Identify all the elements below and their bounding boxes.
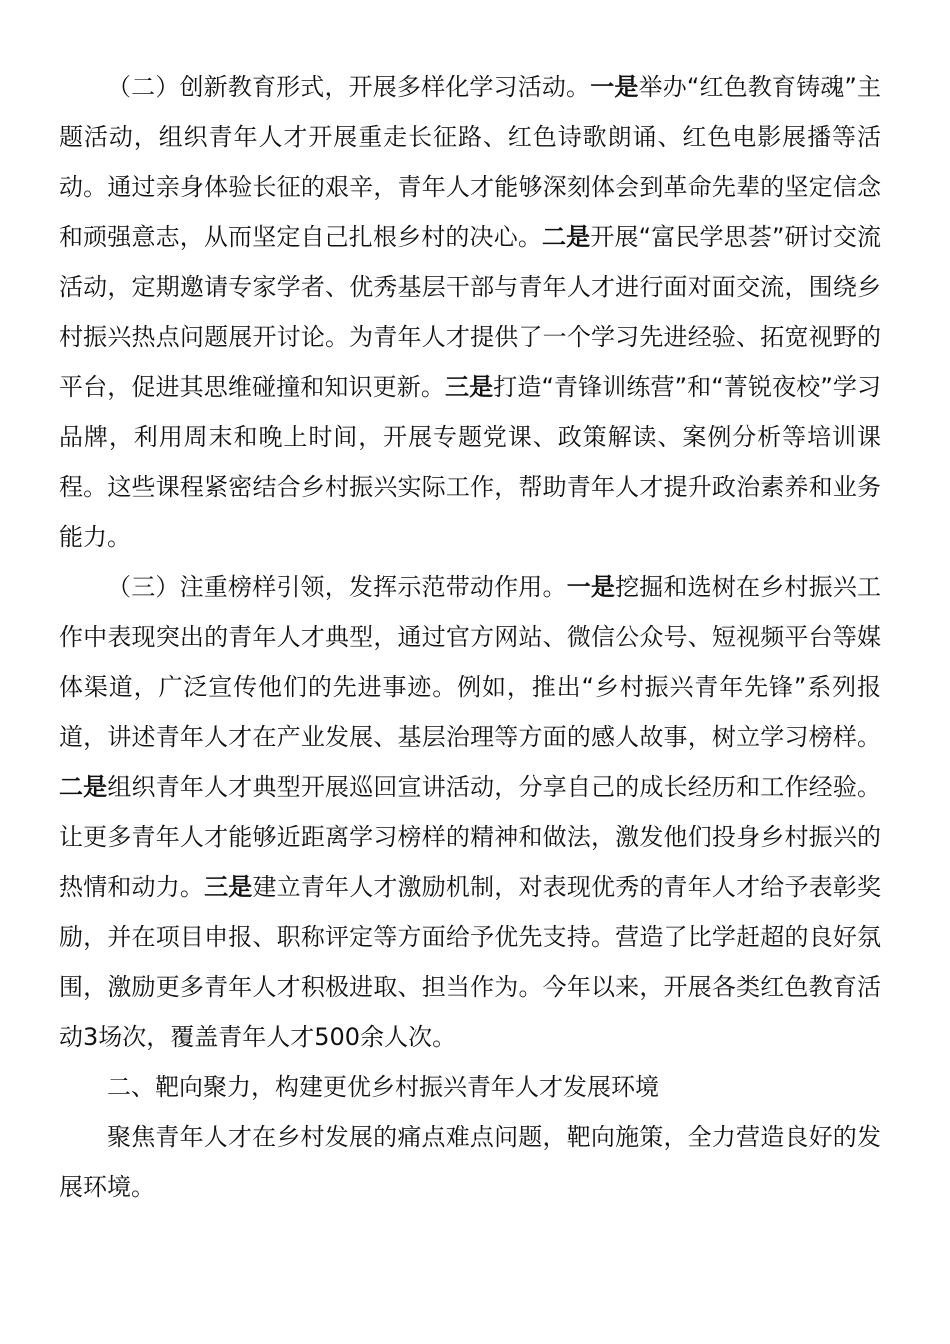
paragraph-text: 开展“富民学思荟”研讨交流活动，定期邀请专家学者、优秀基层干部与青年人才进行面对面交流，围绕乡村振兴热点问题展开讨论。为青年人才提供了一个学习先进经验、拓宽视野的平台，促进其思维碰撞和知识更新。 — [59, 223, 882, 401]
paragraph-text: 举办“红色教育铸魂”主题活动，组织青年人才开展重走长征路、红色诗歌朗诵、红色电影展播等活动。通过亲身体验长征的艰辛，青年人才能够深刻体会到革命先辈的坚定信念和顽强意志，从而坚定自己扎根乡村的决心。 — [59, 73, 881, 251]
paragraph-title: （二）创新教育形式，开展多样化学习活动。 — [107, 73, 591, 101]
section-heading: 二、靶向聚力，构建更优乡村振兴青年人才发展环境 — [107, 1073, 659, 1101]
paragraph-text: 打造“青锋训练营”和“菁锐夜校”学习品牌，利用周末和晚上时间，开展专题党课、政策解读、案例分析等培训课程。这些课程紧密结合乡村振兴实际工作，帮助青年人才提升政治素养和业务能力。 — [59, 373, 882, 551]
paragraph-title: （三）注重榜样引领，发挥示范带动作用。 — [107, 573, 567, 601]
document-page — [59, 62, 881, 1212]
lead-third: 三是 — [204, 873, 253, 901]
lead-third: 三是 — [444, 373, 494, 401]
section-intro: 聚焦青年人才在乡村发展的痛点难点问题，靶向施策，全力营造良好的发展环境。 — [59, 1123, 881, 1201]
lead-first: 一是 — [566, 573, 616, 601]
lead-first: 一是 — [590, 73, 639, 101]
lead-second: 二是 — [59, 773, 108, 801]
paragraph-role-models — [59, 562, 881, 1062]
paragraph-text: 挖掘和选树在乡村振兴工作中表现突出的青年人才典型，通过官方网站、微信公众号、短视频平台等媒体渠道，广泛宣传他们的先进事迹。例如，推出“乡村振兴青年先锋”系列报道，讲述青年人才在产业发展、基层治理等方面的感人故事，树立学习榜样。 — [59, 573, 882, 751]
paragraph-text: 组织青年人才典型开展巡回宣讲活动，分享自己的成长经历和工作经验。让更多青年人才能够近距离学习榜样的精神和做法，激发他们投身乡村振兴的热情和动力。 — [59, 773, 882, 901]
paragraph-innovate-education — [59, 62, 881, 562]
lead-second: 二是 — [542, 223, 591, 251]
paragraph-text: 建立青年人才激励机制，对表现优秀的青年人才给予表彰奖励，并在项目申报、职称评定等方面给予优先支持。营造了比学赶超的良好氛围，激励更多青年人才积极进取、担当作为。今年以来，开展各类红色教育活动3场次，覆盖青年人才500余人次。 — [59, 873, 882, 1051]
